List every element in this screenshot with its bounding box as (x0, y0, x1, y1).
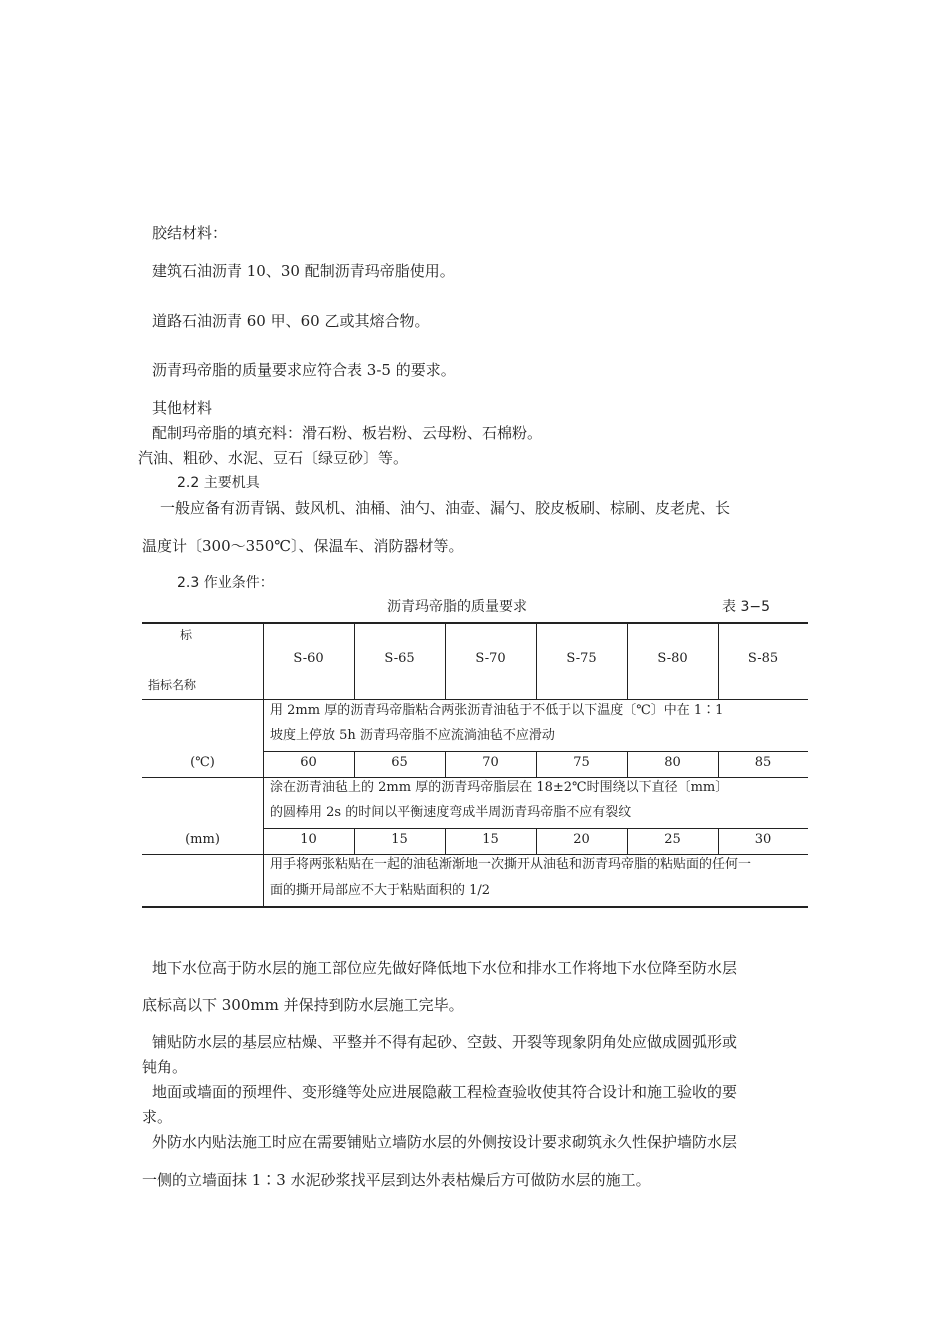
heat-resistance-description: 用 2mm 厚的沥青玛帝脂粘合两张沥青油毡于不低于以下温度〔℃〕中在 1∶1 (270, 703, 724, 718)
paragraph-inner-method: 外防水内贴法施工时应在需要铺贴立墙防水层的外侧按设计要求砌筑永久性保护墙防水层 (152, 1133, 738, 1151)
paragraph-other-materials: 其他材料 (152, 399, 213, 417)
paragraph-equipment: 一般应备有沥青锅、鼓风机、油桶、油勺、油壶、漏勺、胶皮板刷、棕刷、皮老虎、长 (160, 499, 731, 517)
table-cell: 15 (391, 832, 408, 847)
column-header: S-65 (384, 651, 415, 666)
table-cell: 60 (300, 755, 317, 770)
paragraph-gasoline-sand: 汽油、粗砂、水泥、豆石〔绿豆砂〕等。 (138, 449, 409, 467)
paragraph-fillers: 配制玛帝脂的填充料：滑石粉、板岩粉、云母粉、石棉粉。 (152, 424, 543, 442)
adhesion-description: 用手将两张粘贴在一起的油毡渐渐地一次撕开从油毡和沥青玛帝脂的粘贴面的任何一 (270, 857, 752, 872)
column-header: S-70 (475, 651, 506, 666)
paragraph-binding-materials: 胶结材料： (152, 224, 228, 242)
paragraph-inner-method-cont: 一侧的立墙面抹 1∶3 水泥砂浆找平层到达外表枯燥后方可做防水层的施工。 (142, 1171, 651, 1189)
row-label-temperature: (℃) (190, 755, 215, 770)
table-cell: 30 (754, 832, 772, 847)
flexibility-description: 涂在沥青油毡上的 2mm 厚的沥青玛帝脂层在 18±2℃时围绕以下直径〔mm〕 (270, 780, 729, 795)
column-header: S-85 (747, 651, 779, 666)
header-label-name: 指标名称 (148, 678, 197, 692)
flexibility-description: 的圆棒用 2s 的时间以平衡速度弯成半周沥青玛帝脂不应有裂纹 (270, 805, 632, 820)
header-label-top: 标 (180, 628, 193, 642)
paragraph-base-layer-cont: 钝角。 (142, 1058, 188, 1076)
table-cell: 20 (573, 832, 590, 847)
table-cell: 80 (664, 755, 681, 770)
paragraph-embedded-parts-cont: 求。 (142, 1108, 173, 1126)
table-top-rule (142, 622, 808, 624)
table-number: 表 3−5 (722, 599, 770, 615)
table-bottom-rule (142, 906, 808, 908)
column-header: S-60 (293, 651, 324, 666)
heat-resistance-description: 坡度上停放 5h 沥青玛帝脂不应流淌油毡不应滑动 (270, 728, 555, 743)
paragraph-thermometer: 温度计〔300～350℃〕、保温车、消防器材等。 (142, 537, 464, 555)
section-heading-2-2: 2.2 主要机具 (177, 475, 260, 491)
paragraph-quality-requirement: 沥青玛帝脂的质量要求应符合表 3-5 的要求。 (152, 361, 456, 379)
table-cell: 75 (573, 755, 590, 770)
adhesion-description: 面的撕开局部应不大于粘贴面积的 1/2 (270, 883, 491, 898)
paragraph-base-layer: 铺贴防水层的基层应枯燥、平整并不得有起砂、空鼓、开裂等现象阴角处应做成圆弧形或 (152, 1033, 738, 1051)
table-cell: 70 (482, 755, 499, 770)
paragraph-groundwater: 地下水位高于防水层的施工部位应先做好降低地下水位和排水工作将地下水位降至防水层 (152, 959, 738, 977)
quality-table (142, 622, 808, 908)
table-cell: 25 (664, 832, 681, 847)
paragraph-road-asphalt: 道路石油沥青 60 甲、60 乙或其熔合物。 (152, 312, 430, 330)
section-heading-2-3: 2.3 作业条件： (177, 575, 274, 591)
table-cell: 15 (482, 832, 499, 847)
column-header: S-75 (566, 651, 597, 666)
paragraph-groundwater-cont: 底标高以下 300mm 并保持到防水层施工完毕。 (142, 996, 464, 1014)
table-cell: 85 (754, 755, 772, 770)
row-label-diameter: (mm) (185, 832, 220, 847)
column-header: S-80 (657, 651, 688, 666)
table-cell: 65 (391, 755, 408, 770)
paragraph-building-asphalt: 建筑石油沥青 10、30 配制沥青玛帝脂使用。 (152, 262, 455, 280)
paragraph-embedded-parts: 地面或墙面的预埋件、变形缝等处应进展隐蔽工程检查验收使其符合设计和施工验收的要 (152, 1083, 738, 1101)
table-cell: 10 (300, 832, 317, 847)
table-title: 沥青玛帝脂的质量要求 (387, 599, 527, 615)
